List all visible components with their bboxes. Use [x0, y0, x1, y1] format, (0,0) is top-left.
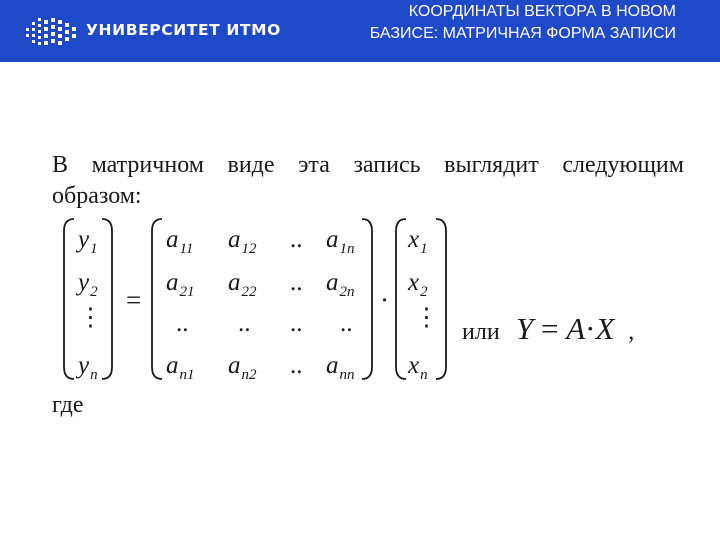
a-entry: ..	[290, 269, 303, 296]
x-entry: $x_n$	[408, 352, 428, 383]
word: виде	[227, 152, 275, 178]
word: запись	[353, 152, 421, 178]
a-entry: $a_{22}$	[228, 269, 257, 300]
compact-equation	[516, 311, 634, 347]
slide-title-line-2: БАЗИСЕ: МАТРИЧНАЯ ФОРМА ЗАПИСИ	[369, 25, 676, 42]
a-left-paren	[152, 219, 162, 379]
word: матричном	[91, 152, 204, 178]
x-left-paren	[396, 219, 406, 379]
y-left-paren	[64, 219, 74, 379]
word: выглядит	[444, 152, 539, 178]
a-entry: $a_{nn}$	[326, 352, 355, 383]
or-word: или	[462, 319, 500, 345]
y-entry: ⋮	[78, 304, 103, 331]
a-entry: ..	[176, 310, 189, 337]
word: эта	[298, 152, 330, 178]
a-entry: $a_{2n}$	[326, 269, 355, 300]
where-word: где	[52, 392, 84, 418]
a-right-paren	[362, 219, 372, 379]
a-entry: $a_{n1}$	[166, 352, 195, 383]
x-entry: $x_1$	[408, 226, 428, 257]
a-entry: ..	[290, 226, 303, 253]
eq-lhs: Y	[516, 311, 534, 346]
multiply-dot: ·	[380, 285, 389, 315]
eq-a: A	[566, 311, 586, 346]
a-entry: ..	[238, 310, 251, 337]
matrix-equation	[60, 215, 680, 385]
a-entry: ..	[290, 310, 303, 337]
y-entry: $y_n$	[78, 352, 98, 383]
intro-line-2: образом:	[52, 183, 142, 209]
a-entry: $a_{n2}$	[228, 352, 257, 383]
y-right-paren	[102, 219, 112, 379]
x-right-paren	[436, 219, 446, 379]
x-entry: $x_2$	[408, 269, 428, 300]
header-bar	[0, 0, 720, 62]
a-entry: $a_{21}$	[166, 269, 195, 300]
eq-x: X	[595, 311, 615, 346]
logo-text: УНИВЕРСИТЕТ ИТМО	[86, 21, 281, 39]
itmo-logo	[24, 12, 281, 52]
a-entry: ..	[340, 310, 353, 337]
word: следующим	[562, 152, 684, 178]
intro-line-1	[52, 150, 684, 181]
x-entry: ⋮	[414, 304, 439, 331]
slide-title	[370, 1, 676, 45]
y-entry: $y_1$	[78, 226, 98, 257]
eq-equals: =	[541, 311, 559, 346]
a-entry: $a_{11}$	[166, 226, 194, 257]
eq-comma: ,	[628, 319, 635, 345]
intro-paragraph	[52, 150, 692, 212]
y-entry: $y_2$	[78, 269, 98, 300]
equals-sign: =	[126, 285, 142, 315]
matrix-parentheses	[60, 215, 680, 385]
word: В	[52, 152, 69, 178]
a-entry: $a_{12}$	[228, 226, 257, 257]
itmo-logo-icon	[24, 16, 80, 48]
slide-title-line-1: КООРДИНАТЫ ВЕКТОРА В НОВОМ	[408, 3, 676, 20]
eq-dot: ·	[585, 311, 596, 346]
a-entry: $a_{1n}$	[326, 226, 355, 257]
a-entry: ..	[290, 352, 303, 379]
